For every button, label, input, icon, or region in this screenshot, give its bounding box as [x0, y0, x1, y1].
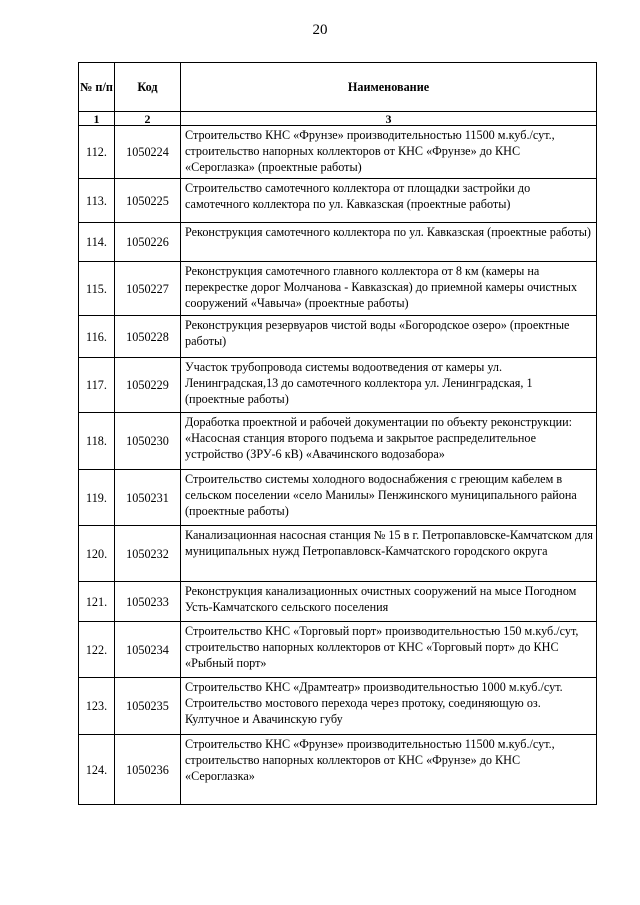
table-row: [79, 526, 597, 582]
row-number: 116.: [79, 316, 115, 358]
row-name: Участок трубопровода системы водоотведения от камеры ул. Ленинградская,13 до самотечного коллектора ул. Ленинградская, 1 (проектные работы): [181, 358, 597, 413]
table-row: [79, 735, 597, 805]
registry-table: [78, 62, 597, 805]
row-number: 113.: [79, 179, 115, 223]
row-number: 123.: [79, 678, 115, 735]
table-row: [79, 316, 597, 358]
row-name: Строительство КНС «Фрунзе» производительностью 11500 м.куб./сут., строительство напорных коллекторов от КНС «Фрунзе» до КНС «Сероглазка» (проектные работы): [181, 126, 597, 179]
row-number: 119.: [79, 470, 115, 526]
row-name: Реконструкция самотечного главного коллектора от 8 км (камеры на перекрестке дорог Молчанова - Кавказская) до приемной камеры очистных сооружений «Чавыча» (проектные работы): [181, 262, 597, 316]
row-code: 1050228: [115, 316, 181, 358]
row-name: Строительство системы холодного водоснабжения с греющим кабелем в сельском поселении «село Манилы» Пенжинского муниципального района (проектные работы): [181, 470, 597, 526]
row-number: 124.: [79, 735, 115, 805]
column-number-1: 1: [79, 112, 115, 126]
page-number: 20: [312, 22, 328, 38]
table-row: [79, 223, 597, 262]
row-name: Доработка проектной и рабочей документации по объекту реконструкции: «Насосная станция второго подъема и закрытое распределительное устройство (ЗРУ-6 кВ) «Авачинского водозабора»: [181, 413, 597, 470]
row-number: 120.: [79, 526, 115, 582]
table-row: [79, 126, 597, 179]
table-row: [79, 413, 597, 470]
header-row: [79, 63, 597, 112]
table-row: [79, 179, 597, 223]
column-number-3: 3: [181, 112, 597, 126]
row-code: 1050232: [115, 526, 181, 582]
row-code: 1050236: [115, 735, 181, 805]
table-row: [79, 582, 597, 622]
row-code: 1050224: [115, 126, 181, 179]
row-name: Реконструкция резервуаров чистой воды «Богородское озеро» (проектные работы): [181, 316, 597, 358]
row-name: Строительство КНС «Фрунзе» производительностью 11500 м.куб./сут., строительство напорных коллекторов от КНС «Фрунзе» до КНС «Сероглазка»: [181, 735, 597, 805]
row-code: 1050227: [115, 262, 181, 316]
column-number-2: 2: [115, 112, 181, 126]
row-number: 118.: [79, 413, 115, 470]
table-body: [79, 126, 597, 805]
column-number-row: [79, 112, 597, 126]
row-name: Канализационная насосная станция № 15 в г. Петропавловске-Камчатском для муниципальных нужд Петропавловск-Камчатского городского округа: [181, 526, 597, 582]
header-num: № п/п: [79, 63, 115, 112]
row-name: Строительство КНС «Драмтеатр» производительностью 1000 м.куб./сут. Строительство мостового перехода через протоку, соединяющую оз. Култучное и Авачинскую губу: [181, 678, 597, 735]
row-code: 1050229: [115, 358, 181, 413]
table-row: [79, 470, 597, 526]
row-number: 121.: [79, 582, 115, 622]
row-number: 117.: [79, 358, 115, 413]
table-row: [79, 678, 597, 735]
row-code: 1050233: [115, 582, 181, 622]
row-name: Реконструкция канализационных очистных сооружений на мысе Погодном Усть-Камчатского сельского поселения: [181, 582, 597, 622]
row-code: 1050230: [115, 413, 181, 470]
header-name: Наименование: [181, 63, 597, 112]
row-code: 1050231: [115, 470, 181, 526]
table-header: [79, 63, 597, 126]
row-code: 1050226: [115, 223, 181, 262]
row-code: 1050225: [115, 179, 181, 223]
row-number: 114.: [79, 223, 115, 262]
row-number: 115.: [79, 262, 115, 316]
row-name: Строительство КНС «Торговый порт» производительностью 150 м.куб./сут, строительство напорных коллекторов от КНС «Торговый порт» до КНС «Рыбный порт»: [181, 622, 597, 678]
table-row: [79, 622, 597, 678]
header-code: Код: [115, 63, 181, 112]
row-name: Реконструкция самотечного коллектора по ул. Кавказская (проектные работы): [181, 223, 597, 262]
row-code: 1050235: [115, 678, 181, 735]
row-code: 1050234: [115, 622, 181, 678]
table-row: [79, 358, 597, 413]
row-name: Строительство самотечного коллектора от площадки застройки до самотечного коллектора по ул. Кавказская (проектные работы): [181, 179, 597, 223]
table-row: [79, 262, 597, 316]
row-number: 112.: [79, 126, 115, 179]
row-number: 122.: [79, 622, 115, 678]
